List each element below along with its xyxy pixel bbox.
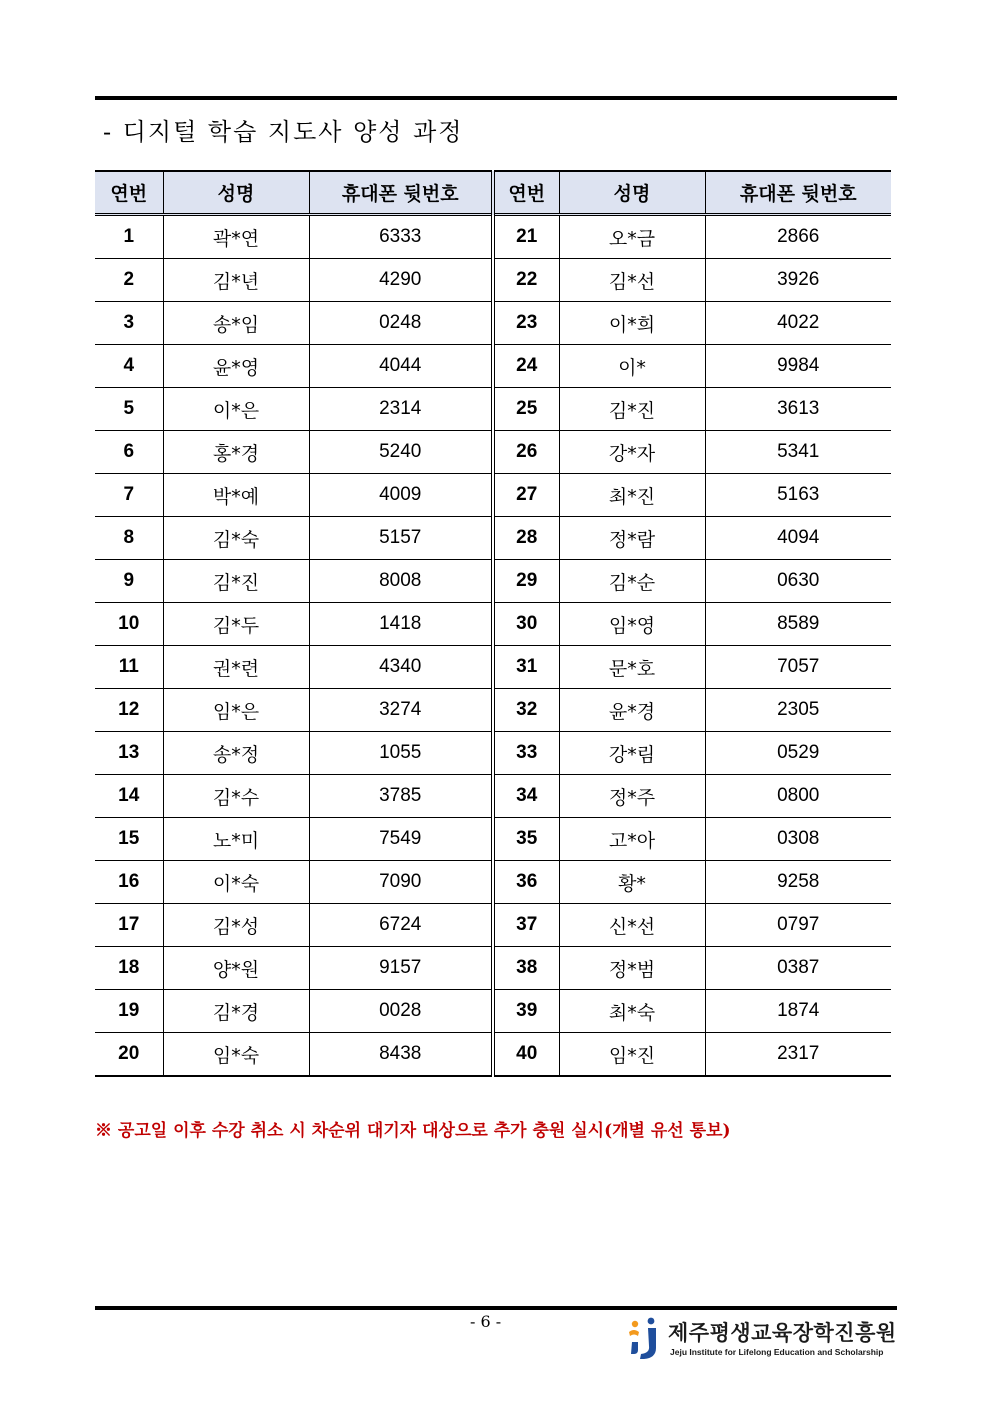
row-phone: 2314 — [309, 388, 493, 431]
header-name: 성명 — [559, 171, 705, 215]
row-phone: 8589 — [705, 603, 891, 646]
institute-name: 제주평생교육장학진흥원 — [668, 1321, 897, 1345]
row-phone: 0630 — [705, 560, 891, 603]
row-name: 오*금 — [559, 215, 705, 259]
table-row — [95, 431, 891, 474]
row-number: 25 — [493, 388, 559, 431]
table-row — [95, 904, 891, 947]
row-name: 김*진 — [163, 560, 309, 603]
row-name: 윤*경 — [559, 689, 705, 732]
row-number: 9 — [95, 560, 163, 603]
row-number: 23 — [493, 302, 559, 345]
row-number: 31 — [493, 646, 559, 689]
institute-logo — [626, 1316, 897, 1362]
row-name: 임*은 — [163, 689, 309, 732]
row-number: 13 — [95, 732, 163, 775]
row-name: 임*영 — [559, 603, 705, 646]
row-number: 7 — [95, 474, 163, 517]
row-name: 송*임 — [163, 302, 309, 345]
row-number: 27 — [493, 474, 559, 517]
row-name: 노*미 — [163, 818, 309, 861]
table-row — [95, 302, 891, 345]
row-number: 40 — [493, 1033, 559, 1077]
row-name: 강*림 — [559, 732, 705, 775]
row-phone: 0800 — [705, 775, 891, 818]
row-name: 김*두 — [163, 603, 309, 646]
top-rule — [95, 96, 897, 100]
row-number: 35 — [493, 818, 559, 861]
row-name: 임*숙 — [163, 1033, 309, 1077]
table-row — [95, 345, 891, 388]
row-number: 39 — [493, 990, 559, 1033]
row-number: 24 — [493, 345, 559, 388]
row-number: 17 — [95, 904, 163, 947]
row-number: 11 — [95, 646, 163, 689]
row-name: 김*경 — [163, 990, 309, 1033]
row-number: 2 — [95, 259, 163, 302]
row-number: 26 — [493, 431, 559, 474]
row-number: 20 — [95, 1033, 163, 1077]
section-title: - 디지털 학습 지도사 양성 과정 — [103, 118, 464, 146]
row-number: 21 — [493, 215, 559, 259]
row-name: 양*원 — [163, 947, 309, 990]
roster-table — [95, 170, 891, 1077]
row-name: 정*주 — [559, 775, 705, 818]
table-row — [95, 818, 891, 861]
row-number: 6 — [95, 431, 163, 474]
row-name: 윤*영 — [163, 345, 309, 388]
row-number: 14 — [95, 775, 163, 818]
row-phone: 7549 — [309, 818, 493, 861]
row-phone: 0529 — [705, 732, 891, 775]
row-phone: 4094 — [705, 517, 891, 560]
table-row — [95, 474, 891, 517]
row-name: 최*숙 — [559, 990, 705, 1033]
row-name: 이*은 — [163, 388, 309, 431]
page-number: - 6 - — [470, 1312, 502, 1331]
row-name: 정*람 — [559, 517, 705, 560]
row-name: 권*련 — [163, 646, 309, 689]
row-name: 홍*경 — [163, 431, 309, 474]
table-row — [95, 215, 891, 259]
row-phone: 3613 — [705, 388, 891, 431]
table-row — [95, 861, 891, 904]
row-phone: 9157 — [309, 947, 493, 990]
row-number: 32 — [493, 689, 559, 732]
row-phone: 5341 — [705, 431, 891, 474]
row-name: 김*수 — [163, 775, 309, 818]
row-phone: 5240 — [309, 431, 493, 474]
row-name: 정*범 — [559, 947, 705, 990]
row-phone: 7057 — [705, 646, 891, 689]
row-phone: 4044 — [309, 345, 493, 388]
row-name: 김*선 — [559, 259, 705, 302]
institute-logo-icon — [626, 1316, 664, 1360]
row-phone: 0797 — [705, 904, 891, 947]
table-row — [95, 517, 891, 560]
row-phone: 3926 — [705, 259, 891, 302]
row-number: 1 — [95, 215, 163, 259]
bottom-rule — [95, 1306, 897, 1310]
row-name: 송*정 — [163, 732, 309, 775]
row-name: 강*자 — [559, 431, 705, 474]
table-row — [95, 259, 891, 302]
row-number: 36 — [493, 861, 559, 904]
row-phone: 9258 — [705, 861, 891, 904]
row-phone: 5163 — [705, 474, 891, 517]
table-row — [95, 646, 891, 689]
row-name: 이* — [559, 345, 705, 388]
row-number: 12 — [95, 689, 163, 732]
institute-name-english: Jeju Institute for Lifelong Education and Scholarship — [670, 1347, 884, 1357]
row-phone: 5157 — [309, 517, 493, 560]
row-phone: 1874 — [705, 990, 891, 1033]
row-phone: 0387 — [705, 947, 891, 990]
row-number: 8 — [95, 517, 163, 560]
row-number: 16 — [95, 861, 163, 904]
row-number: 30 — [493, 603, 559, 646]
row-phone: 0248 — [309, 302, 493, 345]
row-name: 고*아 — [559, 818, 705, 861]
row-number: 37 — [493, 904, 559, 947]
row-name: 김*진 — [559, 388, 705, 431]
row-number: 15 — [95, 818, 163, 861]
row-phone: 8008 — [309, 560, 493, 603]
row-phone: 4290 — [309, 259, 493, 302]
row-name: 김*성 — [163, 904, 309, 947]
row-name: 박*예 — [163, 474, 309, 517]
row-phone: 2866 — [705, 215, 891, 259]
row-phone: 7090 — [309, 861, 493, 904]
row-number: 3 — [95, 302, 163, 345]
row-name: 신*선 — [559, 904, 705, 947]
row-phone: 2305 — [705, 689, 891, 732]
row-number: 10 — [95, 603, 163, 646]
row-number: 18 — [95, 947, 163, 990]
row-phone: 1055 — [309, 732, 493, 775]
row-number: 19 — [95, 990, 163, 1033]
row-name: 이*희 — [559, 302, 705, 345]
row-phone: 4009 — [309, 474, 493, 517]
header-phone: 휴대폰 뒷번호 — [309, 171, 493, 215]
row-phone: 0028 — [309, 990, 493, 1033]
table-row — [95, 689, 891, 732]
row-number: 34 — [493, 775, 559, 818]
row-name: 곽*연 — [163, 215, 309, 259]
table-header-row — [95, 171, 891, 215]
row-name: 최*진 — [559, 474, 705, 517]
row-phone: 4022 — [705, 302, 891, 345]
table-row — [95, 1033, 891, 1077]
table-row — [95, 947, 891, 990]
table-row — [95, 388, 891, 431]
header-phone: 휴대폰 뒷번호 — [705, 171, 891, 215]
row-phone: 2317 — [705, 1033, 891, 1077]
row-name: 김*년 — [163, 259, 309, 302]
row-phone: 6333 — [309, 215, 493, 259]
row-name: 문*호 — [559, 646, 705, 689]
row-number: 5 — [95, 388, 163, 431]
row-number: 33 — [493, 732, 559, 775]
row-name: 김*순 — [559, 560, 705, 603]
row-phone: 6724 — [309, 904, 493, 947]
row-phone: 3274 — [309, 689, 493, 732]
table-row — [95, 603, 891, 646]
header-name: 성명 — [163, 171, 309, 215]
row-number: 38 — [493, 947, 559, 990]
row-phone: 8438 — [309, 1033, 493, 1077]
row-name: 임*진 — [559, 1033, 705, 1077]
row-number: 28 — [493, 517, 559, 560]
roster-body — [95, 215, 891, 1077]
row-number: 22 — [493, 259, 559, 302]
row-phone: 1418 — [309, 603, 493, 646]
row-number: 29 — [493, 560, 559, 603]
row-name: 황* — [559, 861, 705, 904]
table-row — [95, 560, 891, 603]
table-row — [95, 775, 891, 818]
row-phone: 3785 — [309, 775, 493, 818]
header-no: 연번 — [95, 171, 163, 215]
row-name: 이*숙 — [163, 861, 309, 904]
notice-text: ※ 공고일 이후 수강 취소 시 차순위 대기자 대상으로 추가 충원 실시(개별 유선 통보) — [95, 1121, 731, 1141]
header-no: 연번 — [493, 171, 559, 215]
table-row — [95, 732, 891, 775]
table-row — [95, 990, 891, 1033]
row-name: 김*숙 — [163, 517, 309, 560]
row-phone: 9984 — [705, 345, 891, 388]
row-phone: 4340 — [309, 646, 493, 689]
row-phone: 0308 — [705, 818, 891, 861]
row-number: 4 — [95, 345, 163, 388]
